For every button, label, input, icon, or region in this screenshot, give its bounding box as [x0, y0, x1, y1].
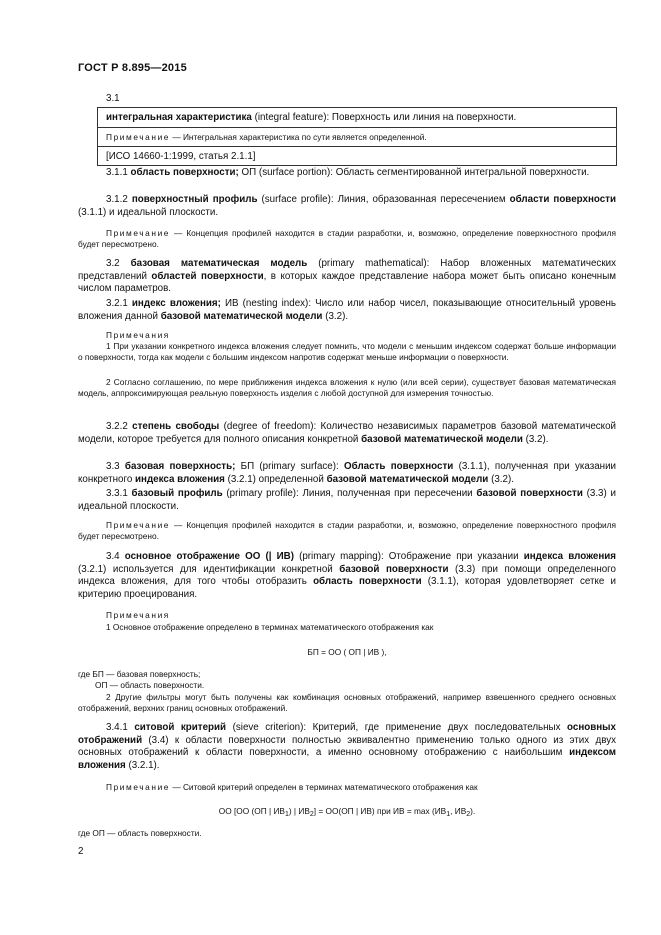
term-reference: основных отображений [78, 722, 616, 746]
formula-part: , ИВ [450, 806, 467, 816]
term-entry [78, 722, 616, 772]
term-box-row [97, 146, 617, 166]
term-reference: индекса вложения [135, 473, 225, 485]
term: базовый профиль [131, 488, 223, 499]
definition: (3.3) при помощи определенного индекса вложения, для того чтобы отобразить [78, 563, 616, 588]
source-reference: [ИСО 14660-1:1999, статья 2.1.1] [106, 151, 256, 162]
definition: ИВ (nesting index): Число или набор чисел, показывающие относительный уровень вложения данной [78, 298, 616, 322]
entry-number: 3.1.2 [106, 194, 132, 205]
term: степень свободы [132, 421, 220, 432]
document-header: ГОСТ Р 8.895—2015 [78, 62, 187, 74]
note-item: 2 Согласно соглашению, по мере приближения индекса вложения к нулю (или всей серии), существует базовая математическая модель, аппроксимирующая реальную поверхность изделия с любой доступной для измерения точностью. [78, 377, 616, 399]
entry-number: 3.4 [106, 551, 125, 562]
term-entry [78, 194, 616, 219]
where-clause: где ОП — область поверхности. [78, 828, 202, 838]
note [78, 782, 616, 793]
formula-part: ) | ИВ [288, 806, 310, 816]
note-label: Примечание [106, 782, 171, 792]
definition: (integral feature): Поверхность или линия на поверхности. [251, 112, 517, 123]
definition: (3.1.1), полученная при указании конкретного [78, 461, 617, 485]
note-label: Примечание [106, 520, 171, 530]
term: поверхностный профиль [131, 194, 258, 205]
term-entry [78, 258, 616, 296]
definition: (primary profile): Линия, полученная при пересечении [222, 488, 477, 499]
definition: (3.2.1) используется для идентификации конкретной [78, 563, 340, 575]
formula-subscript: 2 [309, 811, 314, 818]
term-entry [78, 461, 616, 486]
term-reference: индекса вложения [523, 551, 617, 562]
formula-part: ОО [ОО (ОП | ИВ [218, 806, 285, 816]
term: область поверхности; [130, 167, 239, 178]
entry-number: 3.3.1 [106, 488, 132, 499]
where-clause: ОП — область поверхности. [95, 680, 205, 690]
note-text: — Концепция профилей находится в стадии разработки, и, возможно, определение поверхностного профиля будет пересмотрено. [78, 228, 616, 250]
definition: (3.2). [322, 310, 349, 322]
term-entry [78, 298, 616, 323]
notes-label-text: Примечания [106, 610, 170, 620]
entry-number: 3.2.1 [106, 298, 132, 309]
term-reference: области поверхности [509, 194, 616, 205]
term-entry [78, 421, 616, 446]
entry-number: 3.3 [106, 461, 125, 472]
term-reference: областей поверхности [151, 270, 264, 282]
term: основное отображение ОО (| ИВ) [124, 551, 294, 562]
definition: (sieve criterion): Критерий, где применение двух последовательных [226, 722, 568, 733]
term: индекс вложения; [131, 298, 221, 309]
section-number: 3.1 [106, 93, 120, 104]
note-text: — Ситовой критерий определен в терминах математического отображения как [170, 782, 478, 792]
definition: (3.1.1), которая удовлетворяет сетке и критерию проецирования. [78, 576, 616, 600]
term-reference: базовой поверхности [339, 563, 449, 575]
term-reference: область поверхности [313, 576, 422, 588]
definition: (surface profile): Линия, образованная пересечением [257, 194, 510, 205]
formula-subscript: 1 [446, 811, 451, 818]
entry-number: 3.2 [106, 258, 131, 269]
term-reference: базовой математической модели [326, 473, 489, 485]
definition: (3.4) к области поверхности полностью эквивалентно применению только одного из этих двух основных отображений к области поверхности, а именно основному отображению с наибольшим [78, 734, 616, 759]
note [78, 228, 616, 250]
term-reference: базовой математической модели [160, 310, 323, 322]
term-reference: базовой поверхности [476, 488, 583, 499]
entry-number: 3.2.2 [106, 421, 133, 432]
term-entry [78, 167, 616, 180]
formula-subscript: 2 [466, 811, 471, 818]
note-label: Примечание [106, 132, 171, 142]
note-item: 1 Основное отображение определено в терминах математического отображения как [106, 622, 434, 632]
term-box-row [97, 127, 617, 146]
notes-label [106, 610, 170, 621]
entry-number: 3.4.1 [106, 722, 135, 733]
notes-label [106, 330, 170, 341]
definition: , в которых каждое представление набора может быть описано конечным числом параметров. [78, 270, 616, 295]
definition: (3.3) и идеальной плоскости. [78, 488, 616, 512]
note-label: Примечание [106, 228, 171, 238]
formula: БП = ОО ( ОП | ИВ ), [307, 647, 387, 657]
definition: (3.2.1) определенной [224, 473, 327, 485]
definition: ОП (surface portion): Область сегментированной интегральной поверхности. [238, 167, 590, 178]
formula-subscript: 1 [284, 811, 289, 818]
term: базовая поверхность; [124, 461, 236, 472]
definition: (3.1.1) и идеальной плоскости. [78, 206, 219, 218]
definition: (3.2.1). [125, 759, 160, 771]
definition: (degree of freedom): Количество независимых параметров базовой математической модели, которое требуется для полного описания конкретной [78, 421, 617, 445]
definition: (3.2). [522, 433, 549, 445]
term-entry [78, 551, 616, 601]
term: базовая математическая модель [130, 258, 308, 269]
formula [78, 806, 616, 817]
term-box-row [97, 107, 617, 127]
note-item: 1 При указании конкретного индекса вложения следует помнить, что модели с меньшим индексом содержат больше информации о поверхности, тогда как модели с большим индексом напротив содержат меньше информации о поверхности. [78, 341, 616, 363]
formula-part: ] = ОО(ОП | ИВ) при ИВ = max (ИВ [313, 806, 447, 816]
note-text: — Интегральная характеристика по сути является определенной. [170, 132, 427, 142]
term-entry [78, 488, 616, 513]
definition: (primary mapping): Отображение при указании [293, 551, 524, 562]
definition: (primary mathematical): Набор вложенных математических представлений [78, 258, 616, 282]
entry-number: 3.1.1 [106, 167, 131, 178]
term: ситовой критерий [134, 722, 227, 733]
term-reference: индексом вложения [78, 747, 616, 771]
definition: (3.2). [488, 473, 514, 485]
where-clause: где БП — базовая поверхность; [78, 669, 201, 679]
notes-label-text: Примечания [106, 330, 170, 340]
definition: БП (primary surface): [235, 461, 345, 472]
term-reference: Область поверхности [344, 461, 454, 472]
page-number: 2 [78, 846, 84, 857]
note [78, 520, 616, 542]
term-reference: базовой математической модели [361, 433, 523, 445]
term: интегральная характеристика [106, 112, 252, 123]
note-text: — Концепция профилей находится в стадии разработки, и, возможно, определение поверхностного профиля будет пересмотрено. [78, 520, 616, 542]
formula-part: ). [470, 806, 476, 816]
note-item: 2 Другие фильтры могут быть получены как комбинация основных отображений, например взвешенного среднего основных отображений, верхних границ основных отображений. [78, 692, 616, 714]
